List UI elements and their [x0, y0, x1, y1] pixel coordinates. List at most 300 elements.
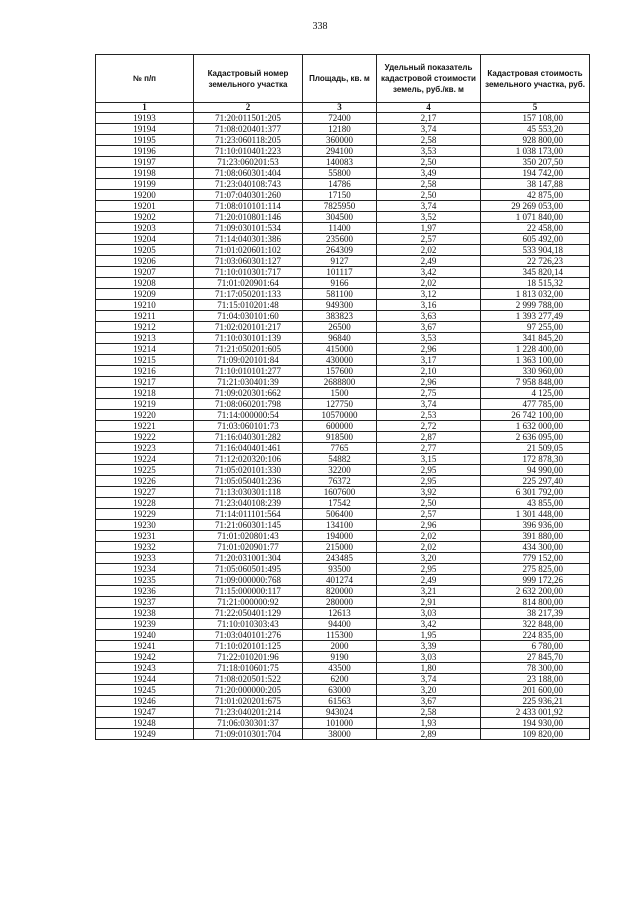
cadastral-number-cell: 71:13:030301:118 [194, 487, 303, 498]
cadastral-number-cell: 71:15:010201:48 [194, 300, 303, 311]
table-row [96, 652, 590, 663]
row-number-cell: 19237 [96, 597, 194, 608]
cadastral-value-cell: 42 875,00 [481, 190, 590, 201]
row-number-cell: 19225 [96, 465, 194, 476]
unit-value-cell: 3,21 [377, 586, 481, 597]
row-number-cell: 19227 [96, 487, 194, 498]
cadastral-value-cell: 1 071 840,00 [481, 212, 590, 223]
cadastral-number-cell: 71:21:030401:39 [194, 377, 303, 388]
cadastral-number-cell: 71:14:040301:386 [194, 234, 303, 245]
unit-value-cell: 2,89 [377, 729, 481, 740]
unit-value-cell: 2,57 [377, 234, 481, 245]
unit-value-cell: 3,74 [377, 124, 481, 135]
row-number-cell: 19249 [96, 729, 194, 740]
table-row [96, 355, 590, 366]
unit-value-cell: 3,92 [377, 487, 481, 498]
cadastral-value-cell: 157 108,00 [481, 113, 590, 124]
row-number-cell: 19203 [96, 223, 194, 234]
cadastral-value-cell: 350 207,50 [481, 157, 590, 168]
unit-value-cell: 3,17 [377, 355, 481, 366]
cadastral-value-cell: 391 880,00 [481, 531, 590, 542]
area-cell: 6200 [303, 674, 377, 685]
table-row [96, 388, 590, 399]
cadastral-value-cell: 1 038 173,00 [481, 146, 590, 157]
table-row [96, 542, 590, 553]
cadastral-value-cell: 275 825,00 [481, 564, 590, 575]
table-row [96, 509, 590, 520]
cadastral-value-cell: 29 269 053,00 [481, 201, 590, 212]
cadastral-number-cell: 71:06:030301:37 [194, 718, 303, 729]
unit-value-cell: 2,02 [377, 531, 481, 542]
table-row [96, 168, 590, 179]
row-number-cell: 19195 [96, 135, 194, 146]
column-number: 5 [481, 103, 590, 113]
unit-value-cell: 2,75 [377, 388, 481, 399]
area-cell: 430000 [303, 355, 377, 366]
unit-value-cell: 3,03 [377, 608, 481, 619]
cadastral-number-cell: 71:10:010301:717 [194, 267, 303, 278]
area-cell: 401274 [303, 575, 377, 586]
row-number-cell: 19200 [96, 190, 194, 201]
row-number-cell: 19246 [96, 696, 194, 707]
page-number: 338 [312, 21, 328, 32]
table-row [96, 234, 590, 245]
unit-value-cell: 1,95 [377, 630, 481, 641]
unit-value-cell: 2,95 [377, 564, 481, 575]
area-cell: 10570000 [303, 410, 377, 421]
table-row [96, 256, 590, 267]
row-number-cell: 19229 [96, 509, 194, 520]
row-number-cell: 19209 [96, 289, 194, 300]
area-cell: 55800 [303, 168, 377, 179]
table-row [96, 157, 590, 168]
cadastral-value-cell: 194 742,00 [481, 168, 590, 179]
table-body [96, 103, 590, 740]
table-row [96, 366, 590, 377]
cadastral-number-cell: 71:09:000000:768 [194, 575, 303, 586]
cadastral-number-cell: 71:01:020601:102 [194, 245, 303, 256]
area-cell: 9166 [303, 278, 377, 289]
cadastral-number-cell: 71:22:050401:129 [194, 608, 303, 619]
cadastral-value-cell: 341 845,20 [481, 333, 590, 344]
row-number-cell: 19197 [96, 157, 194, 168]
unit-value-cell: 2,96 [377, 520, 481, 531]
table-row [96, 454, 590, 465]
table-row [96, 135, 590, 146]
unit-value-cell: 2,58 [377, 707, 481, 718]
unit-value-cell: 2,57 [377, 509, 481, 520]
area-cell: 235600 [303, 234, 377, 245]
row-number-cell: 19207 [96, 267, 194, 278]
area-cell: 94400 [303, 619, 377, 630]
unit-value-cell: 3,67 [377, 322, 481, 333]
table-row [96, 619, 590, 630]
row-number-cell: 19222 [96, 432, 194, 443]
cadastral-value-cell: 779 152,00 [481, 553, 590, 564]
row-number-cell: 19244 [96, 674, 194, 685]
cadastral-value-cell: 6 780,00 [481, 641, 590, 652]
area-cell: 2000 [303, 641, 377, 652]
column-number: 3 [303, 103, 377, 113]
area-cell: 304500 [303, 212, 377, 223]
table-row [96, 223, 590, 234]
cadastral-value-cell: 18 515,32 [481, 278, 590, 289]
unit-value-cell: 2,50 [377, 157, 481, 168]
row-number-cell: 19219 [96, 399, 194, 410]
cadastral-value-cell: 928 800,00 [481, 135, 590, 146]
cadastral-number-cell: 71:03:060301:127 [194, 256, 303, 267]
row-number-cell: 19206 [96, 256, 194, 267]
unit-value-cell: 2,91 [377, 597, 481, 608]
table-row [96, 597, 590, 608]
cadastral-number-cell: 71:23:040108:743 [194, 179, 303, 190]
row-number-cell: 19208 [96, 278, 194, 289]
row-number-cell: 19212 [96, 322, 194, 333]
table-row [96, 410, 590, 421]
unit-value-cell: 2,77 [377, 443, 481, 454]
area-cell: 264309 [303, 245, 377, 256]
column-number-row [96, 103, 590, 113]
cadastral-value-cell: 1 632 000,00 [481, 421, 590, 432]
row-number-cell: 19205 [96, 245, 194, 256]
cadastral-value-cell: 4 125,00 [481, 388, 590, 399]
unit-value-cell: 2,95 [377, 465, 481, 476]
cadastral-value-cell: 1 301 448,00 [481, 509, 590, 520]
row-number-cell: 19241 [96, 641, 194, 652]
row-number-cell: 19248 [96, 718, 194, 729]
table-row [96, 179, 590, 190]
row-number-cell: 19245 [96, 685, 194, 696]
cadastral-number-cell: 71:01:020201:675 [194, 696, 303, 707]
area-cell: 9127 [303, 256, 377, 267]
unit-value-cell: 3,53 [377, 146, 481, 157]
area-cell: 96840 [303, 333, 377, 344]
table-row [96, 300, 590, 311]
cadastral-number-cell: 71:20:010801:146 [194, 212, 303, 223]
row-number-cell: 19221 [96, 421, 194, 432]
cadastral-number-cell: 71:10:030101:139 [194, 333, 303, 344]
cadastral-number-cell: 71:10:010401:223 [194, 146, 303, 157]
cadastral-number-cell: 71:09:020301:662 [194, 388, 303, 399]
cadastral-value-cell: 22 726,23 [481, 256, 590, 267]
cadastral-value-cell: 45 553,20 [481, 124, 590, 135]
area-cell: 157600 [303, 366, 377, 377]
column-number: 2 [194, 103, 303, 113]
row-number-cell: 19238 [96, 608, 194, 619]
cadastral-value-cell: 434 300,00 [481, 542, 590, 553]
cadastral-value-cell: 345 820,14 [481, 267, 590, 278]
area-cell: 215000 [303, 542, 377, 553]
table-row [96, 630, 590, 641]
row-number-cell: 19231 [96, 531, 194, 542]
area-cell: 38000 [303, 729, 377, 740]
cadastral-number-cell: 71:01:020901:77 [194, 542, 303, 553]
row-number-cell: 19224 [96, 454, 194, 465]
cadastral-number-cell: 71:09:030101:534 [194, 223, 303, 234]
row-number-cell: 19194 [96, 124, 194, 135]
area-cell: 134100 [303, 520, 377, 531]
row-number-cell: 19243 [96, 663, 194, 674]
unit-value-cell: 3,74 [377, 201, 481, 212]
area-cell: 63000 [303, 685, 377, 696]
area-cell: 140083 [303, 157, 377, 168]
header-row [96, 55, 590, 103]
table-row [96, 696, 590, 707]
cadastral-value-cell: 26 742 100,00 [481, 410, 590, 421]
row-number-cell: 19236 [96, 586, 194, 597]
area-cell: 581100 [303, 289, 377, 300]
area-cell: 17542 [303, 498, 377, 509]
cadastral-number-cell: 71:10:020101:125 [194, 641, 303, 652]
cadastral-number-cell: 71:05:020101:330 [194, 465, 303, 476]
cadastral-number-cell: 71:09:020101:84 [194, 355, 303, 366]
cadastral-value-cell: 78 300,00 [481, 663, 590, 674]
area-cell: 7825950 [303, 201, 377, 212]
unit-value-cell: 3,63 [377, 311, 481, 322]
unit-value-cell: 1,80 [377, 663, 481, 674]
cadastral-number-cell: 71:21:050201:605 [194, 344, 303, 355]
cadastral-number-cell: 71:10:010303:43 [194, 619, 303, 630]
cadastral-value-cell: 38 217,39 [481, 608, 590, 619]
cadastral-number-cell: 71:21:060301:145 [194, 520, 303, 531]
table-row [96, 113, 590, 124]
row-number-cell: 19235 [96, 575, 194, 586]
cadastral-value-cell: 38 147,88 [481, 179, 590, 190]
area-cell: 17150 [303, 190, 377, 201]
cadastral-number-cell: 71:08:010101:114 [194, 201, 303, 212]
row-number-cell: 19216 [96, 366, 194, 377]
area-cell: 12180 [303, 124, 377, 135]
table-row [96, 564, 590, 575]
row-number-cell: 19217 [96, 377, 194, 388]
row-number-cell: 19239 [96, 619, 194, 630]
table-row [96, 641, 590, 652]
area-cell: 12613 [303, 608, 377, 619]
row-number-cell: 19233 [96, 553, 194, 564]
unit-value-cell: 3,12 [377, 289, 481, 300]
table-row [96, 729, 590, 740]
cadastral-number-cell: 71:23:060201:53 [194, 157, 303, 168]
table-row [96, 432, 590, 443]
row-number-cell: 19213 [96, 333, 194, 344]
cadastral-value-cell: 1 813 032,00 [481, 289, 590, 300]
cadastral-value-cell: 2 636 095,00 [481, 432, 590, 443]
row-number-cell: 19228 [96, 498, 194, 509]
cadastral-number-cell: 71:22:010201:96 [194, 652, 303, 663]
table-row [96, 674, 590, 685]
row-number-cell: 19199 [96, 179, 194, 190]
table-row [96, 465, 590, 476]
cadastral-number-cell: 71:08:060301:404 [194, 168, 303, 179]
area-cell: 280000 [303, 597, 377, 608]
row-number-cell: 19198 [96, 168, 194, 179]
unit-value-cell: 2,50 [377, 498, 481, 509]
table-row [96, 575, 590, 586]
cadastral-number-cell: 71:04:030101:60 [194, 311, 303, 322]
unit-value-cell: 3,52 [377, 212, 481, 223]
cadastral-number-cell: 71:17:050201:133 [194, 289, 303, 300]
cadastral-value-cell: 814 800,00 [481, 597, 590, 608]
table-row [96, 322, 590, 333]
area-cell: 943024 [303, 707, 377, 718]
cadastral-number-cell: 71:02:020101:217 [194, 322, 303, 333]
unit-value-cell: 2,02 [377, 278, 481, 289]
row-number-cell: 19201 [96, 201, 194, 212]
area-cell: 93500 [303, 564, 377, 575]
area-cell: 9190 [303, 652, 377, 663]
row-number-cell: 19196 [96, 146, 194, 157]
cadastral-number-cell: 71:01:020901:64 [194, 278, 303, 289]
area-cell: 43500 [303, 663, 377, 674]
cadastral-number-cell: 71:20:011501:205 [194, 113, 303, 124]
area-cell: 72400 [303, 113, 377, 124]
area-cell: 383823 [303, 311, 377, 322]
area-cell: 115300 [303, 630, 377, 641]
cadastral-value-cell: 999 172,26 [481, 575, 590, 586]
table-row [96, 190, 590, 201]
header-cadastral-value: Кадастровая стоимость земельного участка, руб. [481, 55, 590, 103]
area-cell: 1607600 [303, 487, 377, 498]
area-cell: 243485 [303, 553, 377, 564]
cadastral-number-cell: 71:23:060118:205 [194, 135, 303, 146]
unit-value-cell: 1,93 [377, 718, 481, 729]
area-cell: 600000 [303, 421, 377, 432]
area-cell: 101000 [303, 718, 377, 729]
cadastral-number-cell: 71:08:020501:522 [194, 674, 303, 685]
cadastral-number-cell: 71:01:020801:43 [194, 531, 303, 542]
cadastral-value-cell: 533 904,18 [481, 245, 590, 256]
table-row [96, 399, 590, 410]
row-number-cell: 19247 [96, 707, 194, 718]
cadastral-number-cell: 71:20:000000:205 [194, 685, 303, 696]
area-cell: 26500 [303, 322, 377, 333]
table-row [96, 212, 590, 223]
cadastral-number-cell: 71:03:060101:73 [194, 421, 303, 432]
table-row [96, 289, 590, 300]
row-number-cell: 19242 [96, 652, 194, 663]
cadastral-value-cell: 109 820,00 [481, 729, 590, 740]
cadastral-number-cell: 71:14:000000:54 [194, 410, 303, 421]
unit-value-cell: 2,02 [377, 542, 481, 553]
table-row [96, 377, 590, 388]
cadastral-value-cell: 1 228 400,00 [481, 344, 590, 355]
table-row [96, 685, 590, 696]
table-row [96, 311, 590, 322]
cadastral-number-cell: 71:08:020401:377 [194, 124, 303, 135]
unit-value-cell: 2,58 [377, 179, 481, 190]
table-row [96, 608, 590, 619]
cadastral-number-cell: 71:21:000000:92 [194, 597, 303, 608]
row-number-cell: 19240 [96, 630, 194, 641]
unit-value-cell: 3,74 [377, 399, 481, 410]
row-number-cell: 19220 [96, 410, 194, 421]
unit-value-cell: 3,16 [377, 300, 481, 311]
cadastral-value-cell: 94 990,00 [481, 465, 590, 476]
cadastral-value-cell: 396 936,00 [481, 520, 590, 531]
area-cell: 2688800 [303, 377, 377, 388]
cadastral-value-cell: 2 433 001,92 [481, 707, 590, 718]
unit-value-cell: 3,20 [377, 685, 481, 696]
cadastral-value-cell: 97 255,00 [481, 322, 590, 333]
row-number-cell: 19234 [96, 564, 194, 575]
cadastral-number-cell: 71:14:011101:564 [194, 509, 303, 520]
cadastral-number-cell: 71:12:020320:106 [194, 454, 303, 465]
table-row [96, 333, 590, 344]
cadastral-number-cell: 71:05:060501:495 [194, 564, 303, 575]
unit-value-cell: 2,58 [377, 135, 481, 146]
unit-value-cell: 3,42 [377, 619, 481, 630]
table-row [96, 267, 590, 278]
cadastral-number-cell: 71:07:040301:260 [194, 190, 303, 201]
cadastral-value-cell: 2 999 788,00 [481, 300, 590, 311]
table-row [96, 421, 590, 432]
unit-value-cell: 1,97 [377, 223, 481, 234]
cadastral-value-cell: 224 835,00 [481, 630, 590, 641]
unit-value-cell: 2,10 [377, 366, 481, 377]
row-number-cell: 19193 [96, 113, 194, 124]
header-cadastral-number: Кадастровый номер земельного участка [194, 55, 303, 103]
cadastral-value-cell: 477 785,00 [481, 399, 590, 410]
unit-value-cell: 3,53 [377, 333, 481, 344]
area-cell: 54882 [303, 454, 377, 465]
unit-value-cell: 2,17 [377, 113, 481, 124]
area-cell: 294100 [303, 146, 377, 157]
cadastral-value-cell: 1 393 277,49 [481, 311, 590, 322]
row-number-cell: 19215 [96, 355, 194, 366]
header-area: Площадь, кв. м [303, 55, 377, 103]
table-row [96, 476, 590, 487]
cadastral-value-cell: 23 188,00 [481, 674, 590, 685]
area-cell: 61563 [303, 696, 377, 707]
cadastral-value-cell: 201 600,00 [481, 685, 590, 696]
cadastral-number-cell: 71:20:031001:304 [194, 553, 303, 564]
row-number-cell: 19214 [96, 344, 194, 355]
area-cell: 1500 [303, 388, 377, 399]
cadastral-value-cell: 172 878,30 [481, 454, 590, 465]
unit-value-cell: 2,96 [377, 344, 481, 355]
table-row [96, 663, 590, 674]
cadastral-number-cell: 71:16:040401:461 [194, 443, 303, 454]
table-row [96, 531, 590, 542]
cadastral-value-cell: 1 363 100,00 [481, 355, 590, 366]
unit-value-cell: 3,39 [377, 641, 481, 652]
cadastral-number-cell: 71:18:010601:75 [194, 663, 303, 674]
cadastral-value-cell: 2 632 200,00 [481, 586, 590, 597]
table-row [96, 718, 590, 729]
column-number: 4 [377, 103, 481, 113]
unit-value-cell: 3,20 [377, 553, 481, 564]
table-row [96, 586, 590, 597]
table-row [96, 124, 590, 135]
unit-value-cell: 2,50 [377, 190, 481, 201]
unit-value-cell: 3,67 [377, 696, 481, 707]
unit-value-cell: 2,49 [377, 256, 481, 267]
cadastral-number-cell: 71:23:040108:239 [194, 498, 303, 509]
table-row [96, 278, 590, 289]
cadastral-value-cell: 225 297,40 [481, 476, 590, 487]
area-cell: 194000 [303, 531, 377, 542]
column-number: 1 [96, 103, 194, 113]
area-cell: 506400 [303, 509, 377, 520]
unit-value-cell: 2,02 [377, 245, 481, 256]
unit-value-cell: 3,74 [377, 674, 481, 685]
row-number-cell: 19230 [96, 520, 194, 531]
row-number-cell: 19232 [96, 542, 194, 553]
area-cell: 101117 [303, 267, 377, 278]
unit-value-cell: 3,03 [377, 652, 481, 663]
table-row [96, 553, 590, 564]
cadastral-number-cell: 71:23:040201:214 [194, 707, 303, 718]
